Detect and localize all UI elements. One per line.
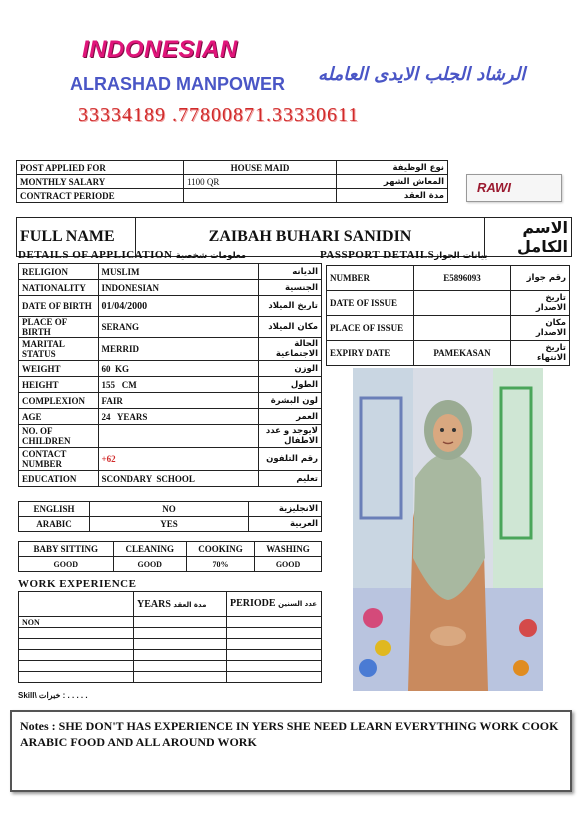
experience-cell [19, 661, 134, 672]
experience-cell [227, 650, 322, 661]
passport-table [326, 265, 570, 366]
table-row [19, 448, 322, 471]
salary-row [17, 175, 448, 189]
experience-cell [134, 617, 227, 628]
complexion-label: COMPLEXION [19, 393, 99, 409]
notes-box: Notes : SHE DON'T HAS EXPERIENCE IN YERS SHE NEED LEARN EVERYTHING WORK COOK ARABIC FOOD AND ALL AROUND WORK [10, 710, 572, 792]
years-label: YEARS [137, 598, 171, 610]
children-label: NO. OF CHILDREN [19, 425, 99, 448]
post-row [17, 161, 448, 175]
weight-label: WEIGHT [19, 361, 99, 377]
table-row [19, 425, 322, 448]
table-row [19, 517, 322, 532]
table-row [19, 672, 322, 683]
skill-line: Skill\ خبرات : . . . . . [18, 691, 88, 700]
english-value: NO [90, 502, 249, 517]
education-label-ar: تعليم [258, 471, 321, 487]
agency-phones: 33334189 .77800871.33330611 [78, 104, 360, 126]
experience-cell [19, 650, 134, 661]
experience-years-header [134, 592, 227, 617]
experience-cell [227, 617, 322, 628]
table-row [327, 341, 570, 366]
contract-label-ar: مدة العقد [337, 189, 448, 203]
table-row [19, 661, 322, 672]
arabic-value: YES [90, 517, 249, 532]
expiry-date-label-ar: تاريخ الانتهاء [511, 341, 570, 366]
salary-label-ar: المعاش الشهر [337, 175, 448, 189]
table-row [19, 361, 322, 377]
education-value: SCONDARY SCHOOL [98, 471, 258, 487]
skill-value: GOOD [19, 557, 114, 572]
experience-cell [134, 628, 227, 639]
details-heading-ar: معلومات شخصية [175, 251, 246, 261]
table-row [19, 639, 322, 650]
marital-label-ar: الحالة الاجتماعية [258, 338, 321, 361]
agency-title: INDONESIAN [82, 36, 238, 63]
full-name-label: FULL NAME [17, 218, 136, 257]
issue-place-value [414, 316, 511, 341]
weight-label-ar: الوزن [258, 361, 321, 377]
age-label-ar: العمر [258, 409, 321, 425]
experience-heading: WORK EXPERIENCE [18, 578, 137, 590]
passport-number-label-ar: رقم جواز [511, 266, 570, 291]
pob-value: SERANG [98, 317, 258, 338]
table-row [19, 393, 322, 409]
table-row [19, 617, 322, 628]
dob-label: DATE OF BIRTH [19, 296, 99, 317]
skills-table [18, 541, 322, 572]
table-row [327, 316, 570, 341]
table-row [19, 338, 322, 361]
contact-label: CONTACT NUMBER [19, 448, 99, 471]
pob-label-ar: مكان الميلاد [258, 317, 321, 338]
experience-cell [134, 639, 227, 650]
table-row [19, 650, 322, 661]
passport-heading [320, 249, 487, 261]
applicant-photo [353, 368, 543, 691]
table-row [19, 409, 322, 425]
notes-text: SHE DON'T HAS EXPERIENCE IN YERS SHE NEED LEARN EVERYTHING WORK COOK ARABIC FOOD AND ALL AROUND WORK [20, 719, 559, 749]
table-row [19, 377, 322, 393]
skills-value-row [19, 557, 322, 572]
table-row [19, 628, 322, 639]
table-row [19, 471, 322, 487]
marital-label: MARITAL STATUS [19, 338, 99, 361]
english-label: ENGLISH [19, 502, 90, 517]
nationality-value: INDONESIAN [98, 280, 258, 296]
languages-table [18, 501, 322, 532]
passport-number-value: E5896093 [414, 266, 511, 291]
experience-cell [19, 672, 134, 683]
religion-value: MUSLIM [98, 264, 258, 280]
details-heading [18, 249, 246, 261]
skill-header: CLEANING [113, 542, 186, 557]
children-value [98, 425, 258, 448]
experience-cell [227, 639, 322, 650]
arabic-label: ARABIC [19, 517, 90, 532]
height-value: 155 CM [98, 377, 258, 393]
post-label-ar: نوع الوظيفة [337, 161, 448, 175]
table-row [19, 502, 322, 517]
passport-heading-text: PASSPORT DETAILS [320, 249, 435, 261]
agency-name: ALRASHAD MANPOWER [70, 74, 285, 94]
religion-label-ar: الديانه [258, 264, 321, 280]
religion-label: RELIGION [19, 264, 99, 280]
experience-cell [19, 639, 134, 650]
experience-cell [227, 672, 322, 683]
skills-header-row [19, 542, 322, 557]
table-row [19, 317, 322, 338]
salary-value: 1100 QR [184, 175, 337, 189]
table-row [327, 266, 570, 291]
expiry-date-label: EXPIRY DATE [327, 341, 414, 366]
contract-row [17, 189, 448, 203]
education-label: EDUCATION [19, 471, 99, 487]
issue-place-label: PLACE OF ISSUE [327, 316, 414, 341]
height-label-ar: الطول [258, 377, 321, 393]
details-table [18, 263, 322, 487]
experience-cell [134, 672, 227, 683]
experience-cell [134, 661, 227, 672]
experience-cell [227, 661, 322, 672]
skill-header: WASHING [255, 542, 322, 557]
experience-table [18, 591, 322, 683]
skill-header: BABY SITTING [19, 542, 114, 557]
contract-label: CONTRACT PERIODE [17, 189, 184, 203]
contact-label-ar: رقم التلفون [258, 448, 321, 471]
post-table [16, 160, 448, 203]
age-value: 24 YEARS [98, 409, 258, 425]
expiry-date-value: PAMEKASAN [414, 341, 511, 366]
complexion-label-ar: لون البشرة [258, 393, 321, 409]
contact-value: +62 [98, 448, 258, 471]
children-label-ar: لايوجد و عدد الاطفال [258, 425, 321, 448]
periode-label-ar: عدد السنين [278, 600, 318, 608]
full-name-value: ZAIBAH BUHARI SANIDIN [136, 218, 485, 257]
pob-label: PLACE OF BIRTH [19, 317, 99, 338]
details-heading-text: DETAILS OF APPLICATION [18, 249, 173, 261]
english-label-ar: الانجليزية [249, 502, 322, 517]
salary-label: MONTHLY SALARY [17, 175, 184, 189]
weight-value: 60 KG [98, 361, 258, 377]
age-label: AGE [19, 409, 99, 425]
skill-value: GOOD [255, 557, 322, 572]
passport-heading-ar: بيانات الجواز [434, 251, 488, 261]
full-name-label-ar: الاسم الكامل [485, 218, 572, 257]
passport-number-label: NUMBER [327, 266, 414, 291]
experience-country-header [19, 592, 134, 617]
experience-header-row [19, 592, 322, 617]
table-row [327, 291, 570, 316]
notes-label: Notes [20, 719, 49, 733]
post-label: POST APPLIED FOR [17, 161, 184, 175]
contract-value [184, 189, 337, 203]
table-row [19, 296, 322, 317]
experience-cell: NON [19, 617, 134, 628]
dob-label-ar: تاريخ الميلاد [258, 296, 321, 317]
years-label-ar: مدة العقد [173, 600, 207, 609]
issue-date-label-ar: تاريخ الاصدار [511, 291, 570, 316]
experience-cell [134, 650, 227, 661]
experience-periode-header [227, 592, 322, 617]
dob-value: 01/04/2000 [98, 296, 258, 317]
nationality-label-ar: الجنسية [258, 280, 321, 296]
arabic-label-ar: العربية [249, 517, 322, 532]
issue-date-value [414, 291, 511, 316]
issue-place-label-ar: مكان الاصدار [511, 316, 570, 341]
post-value: HOUSE MAID [184, 161, 337, 175]
skill-value: GOOD [113, 557, 186, 572]
issue-date-label: DATE OF ISSUE [327, 291, 414, 316]
experience-cell [227, 628, 322, 639]
table-row [19, 280, 322, 296]
agency-name-arabic: الرشاد الجلب الايدى العامله [318, 64, 526, 85]
periode-label: PERIODE [230, 598, 276, 609]
skill-value: 70% [186, 557, 254, 572]
experience-cell [19, 628, 134, 639]
table-row [19, 264, 322, 280]
complexion-value: FAIR [98, 393, 258, 409]
marital-value: MERRID [98, 338, 258, 361]
height-label: HEIGHT [19, 377, 99, 393]
nationality-label: NATIONALITY [19, 280, 99, 296]
agency-badge: RAWI [466, 174, 562, 202]
skill-header: COOKING [186, 542, 254, 557]
